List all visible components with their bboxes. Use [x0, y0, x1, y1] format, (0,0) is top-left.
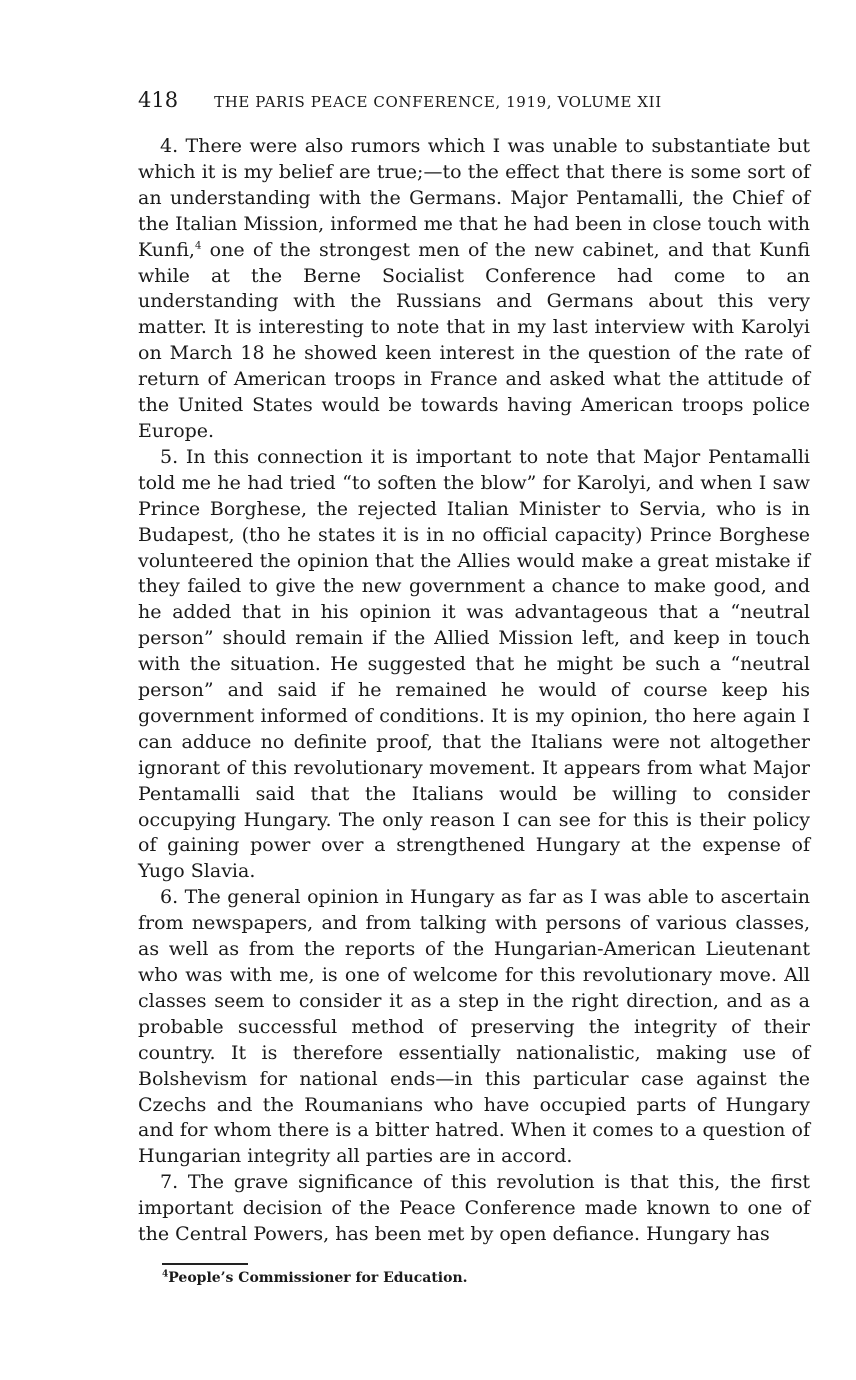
paragraph-7: 7. The grave significance of this revolution is that this, the first important decision of the Peace Conference made known to one of the Central Powers, has been met by open defiance. Hungary has [138, 1171, 810, 1246]
footnote-reference: 4 [194, 240, 202, 252]
footnote-divider [162, 1263, 248, 1265]
paragraph-4 [138, 134, 810, 445]
page-header [138, 88, 818, 112]
running-title: THE PARIS PEACE CONFERENCE, 1919, VOLUME XII [214, 93, 662, 111]
paragraph-6: 6. The general opinion in Hungary as far as I was able to ascertain from newspapers, and from talking with persons of various classes, as well as from the reports of the Hungarian-American Lieutenant who was with me, is one of welcome for this revolutionary move. All classes seem to consider it as a step in the right direction, and as a probable successful method of preserving the integrity of their country. It is therefore essentially nationalistic, making use of Bolshevism for national ends—in this particular case against the Czechs and the Roumanians who have occupied parts of Hungary and for whom there is a bitter hatred. When it comes to a question of Hungarian integrity all parties are in accord. [138, 886, 810, 1168]
paragraph-4-text-after-note: one of the strongest men of the new cabinet, and that Kunfi while at the Berne Socialist Conference had come to an understanding with the Russians and Germans about this very matter. It is interesting to note that in my last interview with Karolyi on March 18 he showed keen interest in the question of the rate of return of American troops in France and asked what the attitude of the United States would be towards having American troops police Europe. [138, 238, 810, 442]
body-text [138, 134, 810, 1248]
footnote-marker: 4 [162, 1269, 169, 1280]
page-number: 418 [138, 88, 179, 112]
paragraph-4-text-before-note: 4. There were also rumors which I was unable to substantiate but which it is my belief are true;—to the effect that there is some sort of an understanding with the Germans. Major Pentamalli, the Chief of the Italian Mission, informed me that he had been in close touch with Kunfi, [138, 135, 810, 261]
paragraph-5: 5. In this connection it is important to note that Major Pentamalli told me he had tried “to soften the blow” for Karolyi, and when I saw Prince Borghese, the rejected Italian Minister to Servia, who is in Budapest, (tho he states it is in no official capacity) Prince Borghese volunteered the opinion that the Allies would make a great mistake if they failed to give the new government a chance to make good, and he added that in his opinion it was advantageous that a “neutral person” should remain if the Allied Mission left, and keep in touch with the situation. He suggested that he might be such a “neutral person” and said if he remained he would of course keep his government informed of conditions. It is my opinion, tho here again I can adduce no definite proof, that the Italians were not altogether ignorant of this revolutionary movement. It appears from what Major Pentamalli said that the Italians would be willing to consider occupying Hungary. The only reason I can see for this is their policy of gaining power over a strengthened Hungary at the expense of Yugo Slavia. [138, 445, 810, 883]
footnote-text: People’s Commissioner for Education. [168, 1270, 468, 1286]
footnote [162, 1270, 762, 1286]
